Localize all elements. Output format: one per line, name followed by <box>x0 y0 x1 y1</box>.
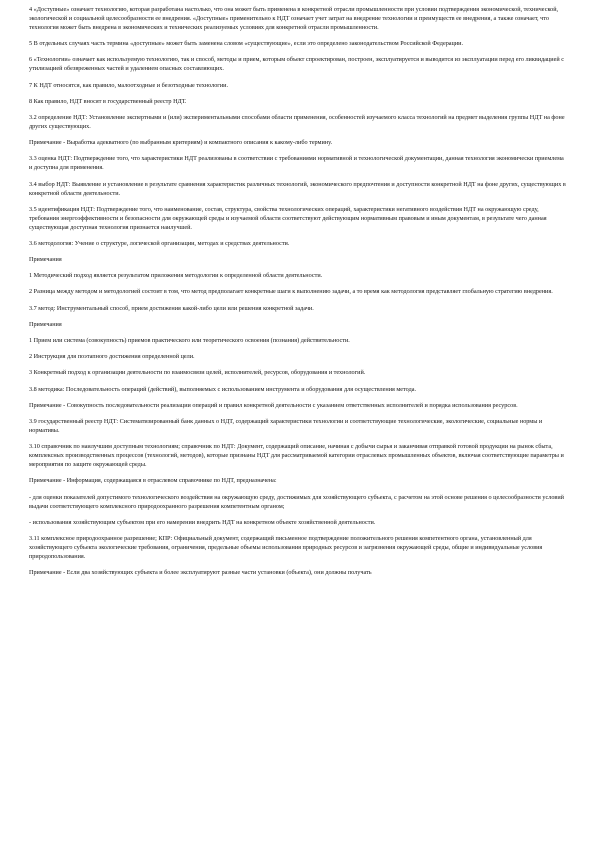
note-6-technologies: 6 «Технологии» означает как используемую технологию, так и способ, методы и прием, которым объект спроектирован, построен, эксплуатируется и выводится из эксплуатации перед его ликвидацией с утилизацией обезвреженных частей и удалением опасных составляющих. <box>29 56 564 73</box>
note-3-2: Примечание - Выработка адекватного (по выбранным критериям) и компактного описания к какому-либо термину. <box>29 139 333 147</box>
note-3-6-1: 1 Методический подход является результатом приложения методологии к определенной области деятельности. <box>29 272 323 280</box>
note-3-10: Примечание - Информация, содержащаяся в отраслевом справочнике по НДТ, предназначена: <box>29 477 277 485</box>
note-3-6-2: 2 Разница между методом и методологией состоит в том, что метод предполагает конкретные шаги к выполнению задачи, а то время как методология представляет глобальную стратегию внедрения. <box>29 288 553 296</box>
term-3-2-definition: 3.2 определение НДТ: Установление экспертными и (или) экспериментальными способами области применения, особенностей изучаемого класса технологий на предмет выделения группы НДТ на фоне других существующих. <box>29 113 565 130</box>
term-3-7-method: 3.7 метод: Инструментальный способ, прием достижения какой-либо цели или решения конкретной задачи. <box>29 304 314 312</box>
note-5-existing: 5 В отдельных случаях часть термина «доступные» может быть заменена словом «существующие», если это определено законодательством Российской Федерации. <box>29 40 464 48</box>
term-3-5-identification: 3.5 идентификация НДТ: Подтверждение того, что наименование, состав, структура, свойства технологических операций, характеристики негативного воздействия НДТ на окружающую среду, требования энергоэффективности и безопасности для окружающей среды и изучаемой области соответствуют действующим нормативным правовым и иным документам, в результате чего данная существующая доступная технология признается наилучшей. <box>29 205 547 231</box>
term-3-8-procedure: 3.8 методика: Последовательность операций (действий), выполняемых с использованием инструмента и оборудования для осуществления метода. <box>29 385 417 393</box>
note-3-10-item-1: - для оценки показателей допустимого технологического воздействия на окружающую среду, достижимых для хозяйствующего субъекта, с расчетом на этой основе решения о целесообразности условий выдачи соответствующего комплексного природоохранного разрешения компетентным органом; <box>29 493 564 510</box>
note-3-7-3: 3 Конкретный подход к организации деятельности по взаимосвязи целей, исполнителей, ресурсов, оборудования и технологий. <box>29 369 366 377</box>
term-3-6-methodology: 3.6 методология: Учение о структуре, логической организации, методах и средствах деятельности. <box>29 239 290 247</box>
term-3-3-assessment: 3.3 оценка НДТ: Подтверждение того, что характеристики НДТ реализованы в соответствии с требованиями нормативной и технологической документации, данная технология экономически приемлема и доступна для применения. <box>29 155 564 172</box>
note-4-available: 4 «Доступные» означает технологию, которая разработана настолько, что она может быть применена в конкретной отрасли промышленности при условии подтверждения экономической, технической, экологической и социальной целесообразности ее внедрения. «Доступные» применительно к НДТ означает учет затрат на внедрение технологии и преимуществ ее внедрения, а также означает, что технология может быть внедрена в экономических и технических реализуемых условиях для конкретной отрасли промышленности. <box>29 6 559 31</box>
note-7-low-waste: 7 К НДТ относятся, как правило, малоотходные и безотходные технологии. <box>29 81 229 89</box>
note-3-7-2: 2 Инструкция для поэтапного достижения определенной цели. <box>29 353 195 361</box>
note-3-10-item-2: - использования хозяйствующим субъектом при его намерении внедрить НДТ на конкретном объекте хозяйственной деятельности. <box>29 518 376 526</box>
term-3-11-kpr: 3.11 комплексное природоохранное разрешение; КПР: Официальный документ, содержащий письменное подтверждение положительного решения компетентного органа, установленный для хозяйствующего субъекта экологические требования, ограничения, предельные объемы использования природных ресурсов и загрязнения окружающей среды, общие и индивидуальные условия природопользования. <box>29 534 543 560</box>
term-3-4-selection: 3.4 выбор НДТ: Выявление и установление в результате сравнения характеристик различных технологий, экономического предпочтения и доступности конкретной НДТ на фоне других, существующих в конкретной области деятельности. <box>29 180 566 197</box>
notes-heading-3-6: Примечания <box>29 256 62 264</box>
term-3-9-state-registry: 3.9 государственный реестр НДТ: Систематизированный банк данных о НДТ, содержащий характеристики технологии и соответствующие технологические, экологические, социальные нормы и нормативы. <box>29 417 543 434</box>
note-8-registry: 8 Как правило, НДТ вносят в государственный реестр НДТ. <box>29 97 187 105</box>
notes-heading-3-7: Примечания <box>29 320 62 328</box>
note-3-7-1: 1 Прием или система (совокупность) приемов практического или теоретического освоения (познания) действительности. <box>29 337 350 344</box>
note-3-8: Примечание - Совокупность последовательности реализации операций и правил конкретной деятельности с указанием ответственных исполнителей и порядка использования ресурсов. <box>29 401 518 409</box>
term-3-10-reference-book: 3.10 справочник по наилучшим доступным технологиям; справочник по НДТ: Документ, содержащий описание, начиная с добычи сырья и заканчивая отправкой готовой продукции на рынок сбыта, комплексных производственных процессов (технологий, методов), которые признаны НДТ для рассматриваемой категории отраслевых промышленных объектов, включая соответствующие параметры и мероприятия по защите окружающей среды. <box>29 443 564 469</box>
note-3-11: Примечание - Если два хозяйствующих субъекта и более эксплуатируют разные части установки (объекта), они должны получать <box>29 569 372 577</box>
